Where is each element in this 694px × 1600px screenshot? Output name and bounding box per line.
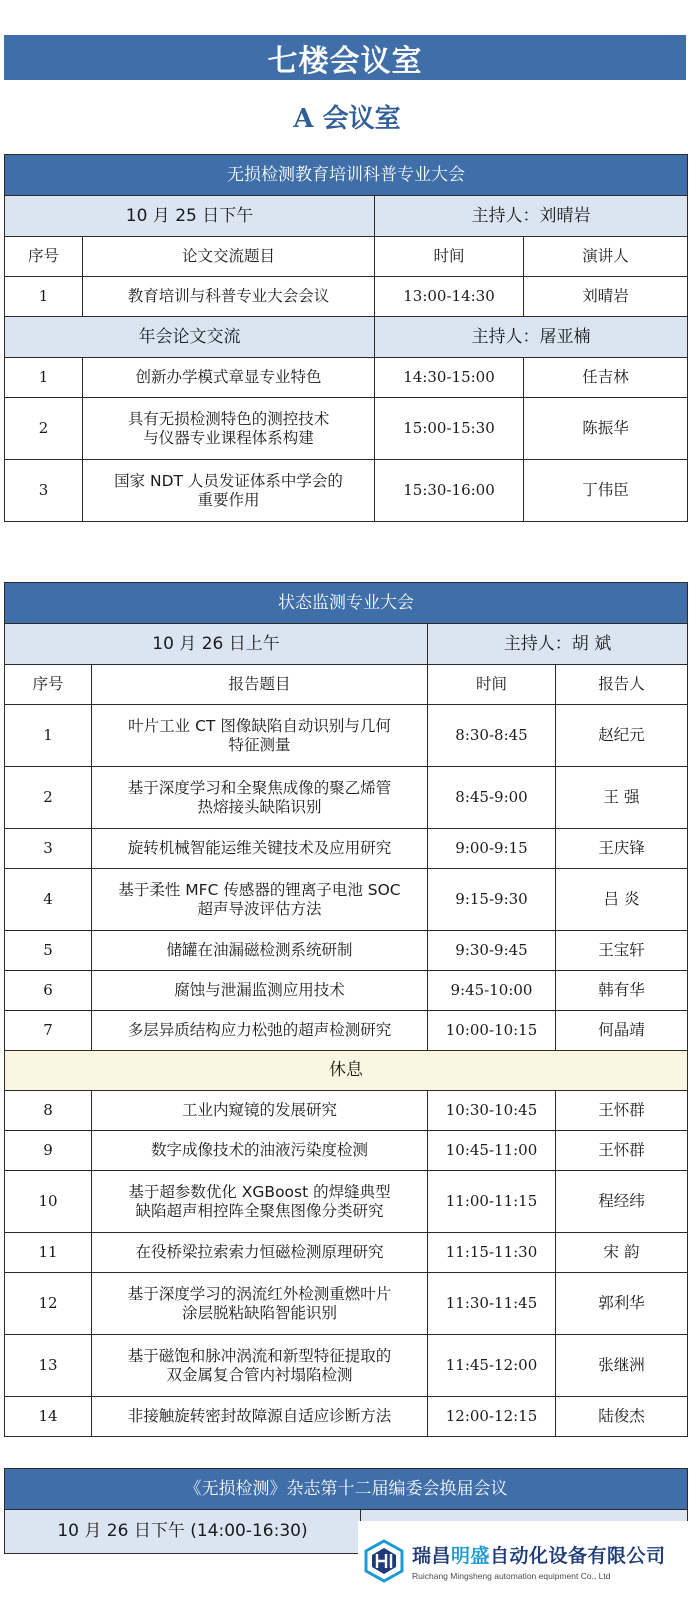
- row-no: 1: [5, 705, 92, 767]
- row-no: 14: [5, 1397, 92, 1437]
- block-header: [5, 624, 688, 665]
- row-no: 6: [5, 971, 92, 1011]
- session-banner: [5, 583, 688, 624]
- row-time: 15:30-16:00: [375, 460, 524, 522]
- row-time: 11:15-11:30: [428, 1233, 556, 1273]
- row-no: 11: [5, 1233, 92, 1273]
- row-speaker: 王宝轩: [556, 931, 688, 971]
- row-speaker: 何晶靖: [556, 1011, 688, 1051]
- row-title: [92, 705, 428, 767]
- column-header-row: [5, 665, 688, 705]
- row-speaker: 吕 炎: [556, 869, 688, 931]
- session-name: 无损检测教育培训科普专业大会: [5, 155, 688, 196]
- row-no: 1: [5, 358, 83, 398]
- row-title: [92, 1091, 428, 1131]
- company-name-block: [412, 1541, 666, 1581]
- row-title: [83, 358, 375, 398]
- block-date: 10 月 26 日上午: [5, 624, 428, 665]
- table-row: [5, 931, 688, 971]
- session-name: 《无损检测》杂志第十二届编委会换届会议: [5, 1469, 688, 1510]
- table-row: [5, 869, 688, 931]
- row-title: [92, 1011, 428, 1051]
- row-time: 14:30-15:00: [375, 358, 524, 398]
- row-time: 9:45-10:00: [428, 971, 556, 1011]
- row-title: [92, 971, 428, 1011]
- row-title-line: 教育培训与科普专业大会会议: [127, 287, 330, 305]
- table-row: [5, 460, 688, 522]
- block-host: 主持人：屠亚楠: [375, 317, 688, 358]
- row-title-line: 涂层脱粘缺陷智能识别: [181, 1303, 337, 1322]
- row-title-line: 非接触旋转密封故障源自适应诊断方法: [127, 1407, 392, 1425]
- row-speaker: 任吉林: [524, 358, 688, 398]
- block-date: 10 月 26 日下午 (14:00-16:30): [5, 1510, 361, 1554]
- row-speaker: 王怀群: [556, 1091, 688, 1131]
- row-time: 10:45-11:00: [428, 1131, 556, 1171]
- break-label: 休息: [5, 1051, 688, 1091]
- row-title-line: 特征测量: [228, 735, 291, 754]
- row-time: 8:30-8:45: [428, 705, 556, 767]
- row-speaker: 陆俊杰: [556, 1397, 688, 1437]
- row-speaker: 王怀群: [556, 1131, 688, 1171]
- row-speaker: 王庆锋: [556, 829, 688, 869]
- block-header: [5, 317, 688, 358]
- hexagon-logo-icon: [362, 1539, 406, 1583]
- row-speaker: 程经纬: [556, 1171, 688, 1233]
- row-time: 15:00-15:30: [375, 398, 524, 460]
- company-name-highlight: 明盛: [451, 1544, 491, 1567]
- block-host: 主持人：刘晴岩: [375, 196, 688, 237]
- row-title: [92, 1171, 428, 1233]
- row-speaker: 韩有华: [556, 971, 688, 1011]
- row-time: 9:00-9:15: [428, 829, 556, 869]
- table-row: [5, 829, 688, 869]
- break-row: [5, 1051, 688, 1091]
- row-title-line: 叶片工业 CT 图像缺陷自动识别与几何: [128, 716, 391, 735]
- row-title: [92, 1233, 428, 1273]
- row-time: 9:30-9:45: [428, 931, 556, 971]
- row-speaker: 刘晴岩: [524, 277, 688, 317]
- row-title-line: 国家 NDT 人员发证体系中学会的: [114, 471, 343, 490]
- row-title-line: 双金属复合管内衬塌陷检测: [166, 1365, 353, 1384]
- row-title: [92, 829, 428, 869]
- row-title: [92, 931, 428, 971]
- table-row: [5, 1011, 688, 1051]
- row-no: 3: [5, 460, 83, 522]
- row-title: [83, 277, 375, 317]
- row-title: [92, 1335, 428, 1397]
- company-name-en: Ruichang Mingsheng automation equipment Co., Ltd: [412, 1570, 611, 1581]
- table-row: [5, 1397, 688, 1437]
- row-title-line: 热熔接头缺陷识别: [197, 797, 322, 816]
- row-title-line: 基于磁饱和脉冲涡流和新型特征提取的: [127, 1346, 392, 1365]
- row-title-line: 基于深度学习的涡流红外检测重燃叶片: [127, 1284, 392, 1303]
- col-header-time: 时间: [375, 237, 524, 277]
- page-title: 七楼会议室: [4, 35, 686, 80]
- row-no: 3: [5, 829, 92, 869]
- row-no: 12: [5, 1273, 92, 1335]
- row-time: 11:00-11:15: [428, 1171, 556, 1233]
- col-header-speaker: 演讲人: [524, 237, 688, 277]
- row-speaker: 陈振华: [524, 398, 688, 460]
- row-title-line: 与仪器专业课程体系构建: [143, 428, 314, 447]
- col-header-time: 时间: [428, 665, 556, 705]
- table-row: [5, 1335, 688, 1397]
- company-name-part: 自动化设备有限公司: [490, 1544, 666, 1567]
- row-title-line: 储罐在油漏磁检测系统研制: [166, 941, 353, 959]
- row-speaker: 郭利华: [556, 1273, 688, 1335]
- table-row: [5, 1091, 688, 1131]
- table-row: [5, 398, 688, 460]
- row-time: 10:30-10:45: [428, 1091, 556, 1131]
- row-time: 10:00-10:15: [428, 1011, 556, 1051]
- row-title: [83, 460, 375, 522]
- row-time: 13:00-14:30: [375, 277, 524, 317]
- row-time: 11:30-11:45: [428, 1273, 556, 1335]
- session-banner: [5, 1469, 688, 1510]
- table-row: [5, 767, 688, 829]
- col-header-no: 序号: [5, 237, 83, 277]
- company-name-cn: [412, 1541, 666, 1568]
- block-date: 10 月 25 日下午: [5, 196, 375, 237]
- row-no: 8: [5, 1091, 92, 1131]
- company-name-part: 瑞昌: [412, 1544, 452, 1567]
- block-date: 年会论文交流: [5, 317, 375, 358]
- row-title: [92, 767, 428, 829]
- row-time: 12:00-12:15: [428, 1397, 556, 1437]
- session-table: [4, 582, 688, 1437]
- session-name: 状态监测专业大会: [5, 583, 688, 624]
- table-row: [5, 971, 688, 1011]
- row-speaker: 丁伟臣: [524, 460, 688, 522]
- col-header-no: 序号: [5, 665, 92, 705]
- company-watermark: [358, 1521, 694, 1600]
- row-time: 11:45-12:00: [428, 1335, 556, 1397]
- row-title-line: 旋转机械智能运维关键技术及应用研究: [127, 839, 392, 857]
- column-header-row: [5, 237, 688, 277]
- row-title-line: 重要作用: [197, 490, 260, 509]
- table-row: [5, 1233, 688, 1273]
- row-title: [92, 1397, 428, 1437]
- row-title-line: 缺陷超声相控阵全聚焦图像分类研究: [135, 1201, 384, 1220]
- table-row: [5, 277, 688, 317]
- row-title-line: 多层异质结构应力松弛的超声检测研究: [127, 1021, 392, 1039]
- row-time: 9:15-9:30: [428, 869, 556, 931]
- row-title: [92, 1273, 428, 1335]
- row-speaker: 王 强: [556, 767, 688, 829]
- row-title: [92, 869, 428, 931]
- row-no: 4: [5, 869, 92, 931]
- table-row: [5, 358, 688, 398]
- row-no: 1: [5, 277, 83, 317]
- row-title-line: 基于深度学习和全聚焦成像的聚乙烯管: [127, 778, 392, 797]
- col-header-speaker: 报告人: [556, 665, 688, 705]
- row-title-line: 创新办学模式章显专业特色: [135, 368, 322, 386]
- row-no: 7: [5, 1011, 92, 1051]
- session-table: [4, 154, 688, 522]
- row-speaker: 宋 韵: [556, 1233, 688, 1273]
- session-banner: [5, 155, 688, 196]
- row-speaker: 张继洲: [556, 1335, 688, 1397]
- row-no: 2: [5, 767, 92, 829]
- row-time: 8:45-9:00: [428, 767, 556, 829]
- col-header-title: 论文交流题目: [83, 237, 375, 277]
- row-title: [92, 1131, 428, 1171]
- row-title-line: 数字成像技术的油液污染度检测: [150, 1141, 368, 1159]
- col-header-title: 报告题目: [92, 665, 428, 705]
- row-no: 2: [5, 398, 83, 460]
- row-no: 10: [5, 1171, 92, 1233]
- row-no: 5: [5, 931, 92, 971]
- row-title-line: 在役桥梁拉索索力恒磁检测原理研究: [135, 1243, 384, 1261]
- table-row: [5, 1273, 688, 1335]
- block-host: 主持人：胡 斌: [428, 624, 688, 665]
- row-title-line: 腐蚀与泄漏监测应用技术: [174, 981, 345, 999]
- room-title: A 会议室: [293, 103, 401, 134]
- table-row: [5, 705, 688, 767]
- row-title: [83, 398, 375, 460]
- row-no: 9: [5, 1131, 92, 1171]
- row-title-line: 基于超参数优化 XGBoost 的焊缝典型: [128, 1182, 391, 1201]
- row-title-line: 基于柔性 MFC 传感器的锂离子电池 SOC: [118, 880, 401, 899]
- row-title-line: 具有无损检测特色的测控技术: [127, 409, 330, 428]
- row-no: 13: [5, 1335, 92, 1397]
- row-title-line: 超声导波评估方法: [197, 899, 322, 918]
- row-speaker: 赵纪元: [556, 705, 688, 767]
- table-row: [5, 1171, 688, 1233]
- row-title-line: 工业内窥镜的发展研究: [181, 1101, 337, 1119]
- table-row: [5, 1131, 688, 1171]
- block-header: [5, 196, 688, 237]
